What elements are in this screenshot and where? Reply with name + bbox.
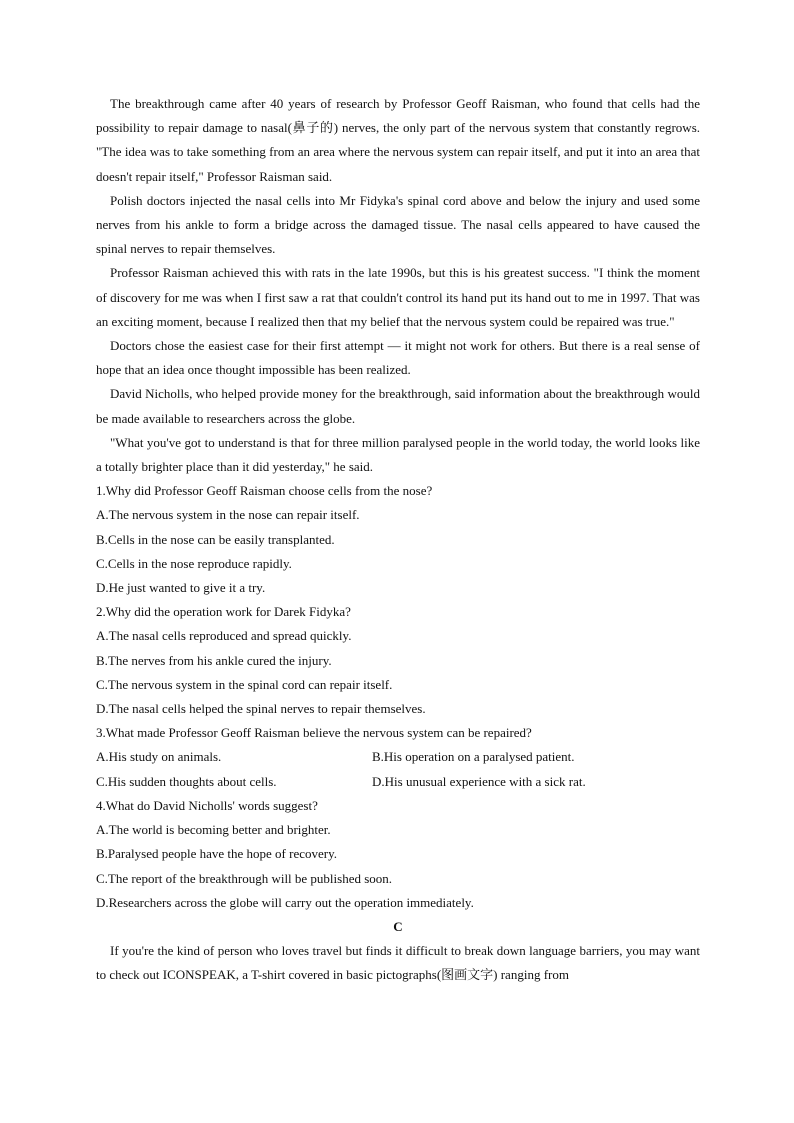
option-a: A.His study on animals. bbox=[96, 749, 222, 765]
passage-paragraph: Polish doctors injected the nasal cells into Mr Fidyka's spinal cord above and below the injury and used some nerves from his ankle to form a bridge across the damaged tissue. The nasal cells appeared to have caused the spinal nerves to repair themselves. bbox=[96, 192, 700, 257]
option-c: C.The nervous system in the spinal cord can repair itself. bbox=[96, 676, 393, 692]
option-c: C.The report of the breakthrough will be published soon. bbox=[96, 870, 393, 886]
option-d: D.The nasal cells helped the spinal nerves to repair themselves. bbox=[96, 701, 426, 717]
passage-paragraph: Professor Raisman achieved this with rats in the late 1990s, but this is his greatest success. "I think the moment of discovery for me was when I first saw a rat that couldn't control its hand put its hand out to me in 1997. That was an exciting moment, because I realized then that my belief that the nervous system could be repaired was true." bbox=[96, 265, 700, 329]
question-stem: 3.What made Professor Geoff Raisman believe the nervous system can be repaired? bbox=[96, 725, 532, 741]
question-stem: 4.What do David Nicholls' words suggest? bbox=[96, 797, 318, 813]
option-c: C.Cells in the nose reproduce rapidly. bbox=[96, 555, 292, 571]
question-3 bbox=[96, 721, 700, 794]
option-b: B.The nerves from his ankle cured the injury. bbox=[96, 652, 332, 668]
passage-paragraph: David Nicholls, who helped provide money for the breakthrough, said information about the breakthrough would be made available to researchers across the globe. bbox=[96, 386, 700, 426]
option-d: D.Researchers across the globe will carry out the operation immediately. bbox=[96, 894, 474, 910]
option-b: B.Paralysed people have the hope of recovery. bbox=[96, 846, 338, 862]
option-a: A.The nervous system in the nose can repair itself. bbox=[96, 507, 360, 523]
option-d: D.He just wanted to give it a try. bbox=[96, 580, 266, 596]
section-heading: C bbox=[393, 918, 403, 934]
document-page bbox=[96, 92, 700, 988]
passage-paragraph: The breakthrough came after 40 years of research by Professor Geoff Raisman, who found that cells had the possibility to repair damage to nasal(鼻子的) nerves, the only part of the nervous system that constantly regrows. "The idea was to take something from an area where the nervous system can repair itself, and put it into an area that doesn't repair itself," Professor Raisman said. bbox=[96, 96, 700, 184]
option-row bbox=[96, 770, 700, 794]
question-stem: 1.Why did Professor Geoff Raisman choose cells from the nose? bbox=[96, 483, 433, 499]
passage-paragraph: Doctors chose the easiest case for their first attempt — it might not work for others. But there is a real sense of hope that an idea once thought impossible has been realized. bbox=[96, 338, 700, 378]
question-stem: 2.Why did the operation work for Darek Fidyka? bbox=[96, 604, 351, 620]
question-2 bbox=[96, 600, 700, 721]
option-c: C.His sudden thoughts about cells. bbox=[96, 773, 277, 789]
passage-paragraph: "What you've got to understand is that for three million paralysed people in the world today, the world looks like a totally brighter place than it did yesterday," he said. bbox=[96, 434, 700, 475]
option-a: A.The nasal cells reproduced and spread quickly. bbox=[96, 628, 352, 644]
option-b: B.His operation on a paralysed patient. bbox=[372, 749, 575, 765]
question-4 bbox=[96, 794, 700, 915]
option-b: B.Cells in the nose can be easily transplanted. bbox=[96, 531, 335, 547]
option-a: A.The world is becoming better and brighter. bbox=[96, 822, 331, 838]
passage-paragraph: If you're the kind of person who loves travel but finds it difficult to break down language barriers, you may want to check out ICONSPEAK, a T-shirt covered in basic pictographs(图画文字) ranging from bbox=[96, 943, 700, 983]
option-d: D.His unusual experience with a sick rat. bbox=[372, 773, 586, 789]
option-row bbox=[96, 745, 700, 769]
question-1 bbox=[96, 479, 700, 600]
